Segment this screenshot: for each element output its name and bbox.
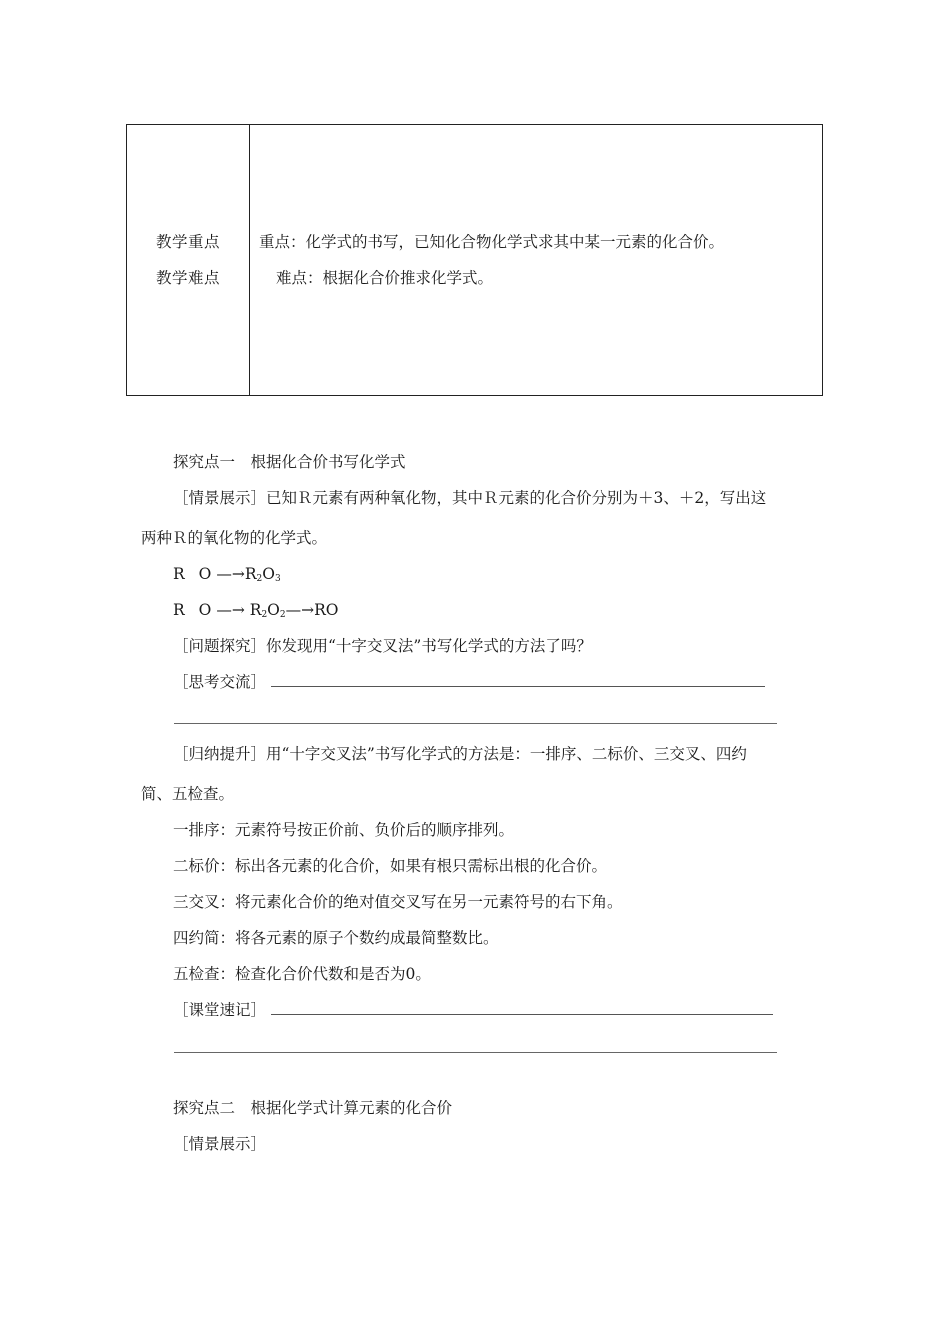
label-key-point: 教学重点	[155, 233, 220, 251]
think-row	[173, 671, 765, 693]
table-label-cell	[127, 125, 249, 395]
question-text: ［问题探究］你发现用“十字交叉法”书写化学式的方法了吗？	[173, 637, 592, 655]
notes-answer-blank[interactable]	[271, 999, 773, 1015]
notes-row	[173, 999, 773, 1021]
think-answer-line[interactable]	[174, 723, 777, 724]
formula-row-2: R O —→ $R_2O_2—\to RO$	[173, 601, 339, 620]
notes-label: ［课堂速记］	[173, 1001, 267, 1019]
scenario-text-line1: ［情景展示］已知Ｒ元素有两种氧化物，其中Ｒ元素的化合价分别为＋3、＋2，写出这	[173, 489, 767, 507]
step-4: 四约简：将各元素的原子个数约成最简整数比。	[173, 929, 499, 947]
summary-text-line1: ［归纳提升］用“十字交叉法”书写化学式的方法是：一排序、二标价、三交叉、四约	[173, 745, 747, 763]
arrow-icon: —→	[216, 601, 245, 619]
teaching-focus-table	[126, 124, 823, 396]
section1-heading: 探究点一 根据化合价书写化学式	[173, 453, 406, 471]
think-answer-blank[interactable]	[271, 671, 765, 687]
formula-row-1: R O $—\to R_2O_3$	[173, 565, 281, 584]
section2-scenario-label: ［情景展示］	[173, 1135, 267, 1153]
difficult-point-text: 难点：根据化合价推求化学式。	[276, 269, 494, 287]
step-3: 三交叉：将元素化合价的绝对值交叉写在另一元素符号的右下角。	[173, 893, 623, 911]
step-2: 二标价：标出各元素的化合价，如果有根只需标出根的化合价。	[173, 857, 608, 875]
step-5: 五检查：检查化合价代数和是否为0。	[173, 965, 431, 983]
table-column-divider	[249, 125, 250, 395]
section2-heading: 探究点二 根据化学式计算元素的化合价	[173, 1099, 453, 1117]
step-1: 一排序：元素符号按正价前、负价后的顺序排列。	[173, 821, 515, 839]
table-content-cell	[259, 224, 814, 296]
think-label: ［思考交流］	[173, 673, 267, 691]
scenario-text-line2: 两种Ｒ的氧化物的化学式。	[141, 529, 328, 547]
summary-text-line2: 简、五检查。	[141, 785, 235, 803]
key-point-text: 重点：化学式的书写，已知化合物化学式求其中某一元素的化合价。	[259, 233, 725, 251]
notes-answer-line[interactable]	[174, 1052, 777, 1053]
arrow-icon: —→	[285, 601, 315, 619]
label-difficult-point: 教学难点	[155, 269, 220, 287]
arrow-icon: —→	[216, 565, 245, 583]
